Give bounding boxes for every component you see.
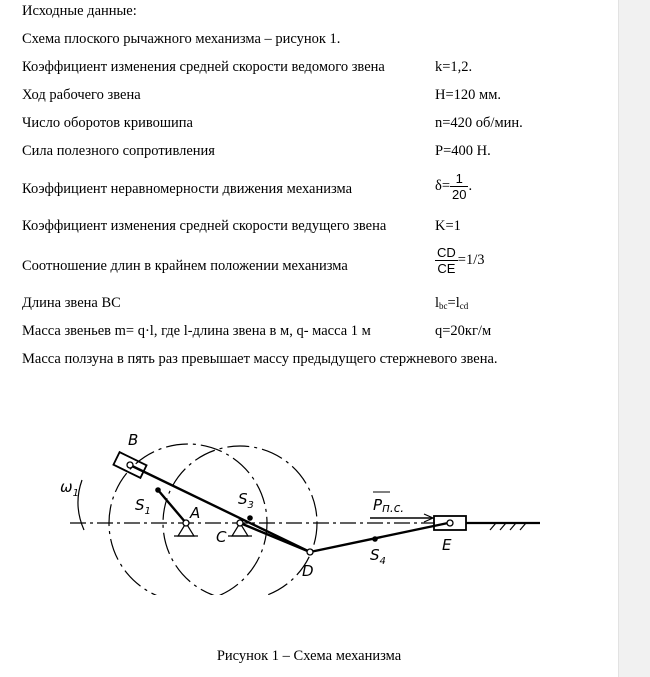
center-of-mass-s3 — [247, 515, 253, 521]
joint-e — [447, 520, 453, 526]
row-value-fraction — [435, 171, 472, 202]
row-label: Длина звена BC — [22, 295, 121, 311]
row-value: k=1,2. — [435, 59, 473, 75]
fraction — [450, 171, 468, 202]
mechanism-figure — [40, 420, 560, 595]
fraction-denominator: 20 — [452, 187, 467, 202]
link-cd — [240, 523, 310, 552]
joint-c — [237, 520, 243, 526]
row-value: P=400 Н. — [435, 143, 491, 159]
row-label: Коэффициент изменения средней скорости ведомого звена — [22, 59, 385, 75]
note: Масса ползуна в пять раз превышает массу предыдущего стержневого звена. — [22, 351, 498, 367]
row-value-fraction — [435, 245, 485, 276]
label-c: C — [216, 528, 227, 546]
row-value: n=420 об/мин. — [435, 115, 523, 131]
fraction-numerator: CD — [437, 245, 456, 260]
label-a: A — [190, 504, 201, 522]
value-subscript: bc — [439, 301, 448, 311]
row-label: Сила полезного сопротивления — [22, 143, 215, 159]
row-label: Коэффициент изменения средней скорости ведущего звена — [22, 218, 387, 234]
value-subscript: cd — [459, 301, 469, 311]
label-d: D — [302, 562, 314, 580]
value-suffix: . — [468, 177, 473, 194]
value-prefix: δ= — [435, 177, 451, 194]
joint-a — [183, 520, 189, 526]
fraction-denominator: CE — [437, 261, 456, 276]
scheme-line: Схема плоского рычажного механизма – рисунок 1. — [22, 31, 341, 47]
label-b: B — [128, 431, 139, 449]
fraction — [435, 245, 458, 276]
fraction-numerator: 1 — [450, 171, 468, 187]
row-value: K=1 — [435, 218, 461, 234]
label-s3: $S_3$ — [238, 490, 254, 511]
label-omega: $\omega_1$ — [60, 478, 79, 499]
label-s4: $S_4$ — [370, 546, 386, 567]
joint-d — [307, 549, 313, 555]
link-ab — [158, 490, 186, 523]
side-panel — [618, 0, 650, 677]
row-label: Соотношение длин в крайнем положении механизма — [22, 258, 348, 274]
row-value: q=20кг/м — [435, 323, 492, 339]
center-of-mass-s1 — [155, 487, 161, 493]
value-part: =l — [447, 295, 460, 311]
value-suffix: =1/3 — [457, 251, 485, 268]
row-value: H=120 мм. — [435, 87, 502, 103]
joint-b — [127, 462, 133, 468]
label-s1: $S_1$ — [135, 496, 151, 517]
row-label: Число оборотов кривошипа — [22, 115, 193, 131]
label-force: Pп.с. — [373, 496, 405, 515]
heading: Исходные данные: — [22, 3, 137, 19]
figure-caption: Рисунок 1 – Схема механизма — [216, 648, 402, 664]
row-label: Масса звеньев m= q·l, где l-длина звена в м, q- масса 1 м — [22, 323, 371, 339]
row-value — [435, 295, 468, 313]
row-label: Коэффициент неравномерности движения механизма — [22, 181, 353, 197]
row-label: Ход рабочего звена — [22, 87, 141, 103]
center-of-mass-s4 — [372, 536, 378, 542]
value-part: l — [435, 295, 440, 311]
label-e: E — [442, 536, 452, 554]
